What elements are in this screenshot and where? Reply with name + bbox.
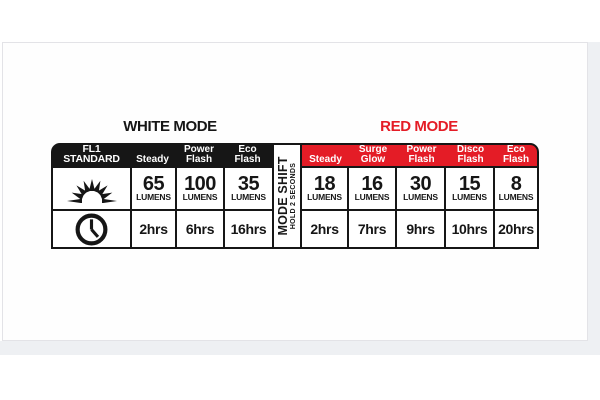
runtime-row-icon-cell bbox=[53, 211, 130, 247]
mode-shift-column bbox=[274, 145, 300, 247]
fl1-standard-text: FL1 STANDARD bbox=[63, 143, 120, 165]
column-header-red-eco-flash: Eco Flash bbox=[502, 144, 530, 165]
red-mode-title: RED MODE bbox=[380, 118, 458, 135]
fl1-standard-label bbox=[53, 145, 130, 167]
white-mode-title: WHITE MODE bbox=[123, 118, 217, 135]
red-mode-header-band bbox=[302, 145, 537, 166]
lumens-cell-red-eco-flash: 8 LUMENS bbox=[495, 168, 537, 209]
column-header-red-steady: Steady bbox=[309, 153, 342, 165]
column-header-red-surge-glow: Surge Glow bbox=[358, 144, 388, 165]
column-header-white-eco-flash: Eco Flash bbox=[234, 144, 261, 165]
runtime-cell-red-surge-glow: 7hrs bbox=[349, 211, 395, 247]
runtime-cell-white-steady: 2hrs bbox=[132, 211, 175, 247]
white-mode-header-band bbox=[53, 145, 272, 166]
mode-shift-sublabel: HOLD 2 SECONDS bbox=[289, 162, 297, 230]
mode-shift-rotated-text bbox=[274, 145, 300, 247]
lumens-cell-white-power-flash: 100 LUMENS bbox=[177, 168, 223, 209]
column-header-white-steady: Steady bbox=[136, 153, 169, 165]
mode-shift-label: MODE SHIFT bbox=[275, 156, 290, 236]
lumens-cell-white-steady: 65 LUMENS bbox=[132, 168, 175, 209]
lumens-cell-red-steady: 18 LUMENS bbox=[302, 168, 347, 209]
clock-icon bbox=[73, 211, 110, 248]
runtime-cell-white-eco-flash: 16hrs bbox=[225, 211, 272, 247]
column-header-red-disco-flash: Disco Flash bbox=[456, 144, 485, 165]
column-header-white-power-flash: Power Flash bbox=[183, 144, 214, 165]
runtime-cell-red-eco-flash: 20hrs bbox=[495, 211, 537, 247]
column-header-red-power-flash: Power Flash bbox=[406, 144, 437, 165]
runtime-cell-red-disco-flash: 10hrs bbox=[446, 211, 493, 247]
lumens-cell-red-disco-flash: 15 LUMENS bbox=[446, 168, 493, 209]
brightness-row-icon-cell bbox=[53, 168, 130, 209]
page-gutter-bottom bbox=[0, 341, 600, 355]
sun-burst-icon bbox=[66, 175, 118, 203]
runtime-cell-white-power-flash: 6hrs bbox=[177, 211, 223, 247]
page-gutter-right bbox=[588, 42, 600, 355]
lumens-cell-white-eco-flash: 35 LUMENS bbox=[225, 168, 272, 209]
runtime-cell-red-steady: 2hrs bbox=[302, 211, 347, 247]
fl1-spec-table bbox=[51, 143, 539, 249]
lumens-cell-red-surge-glow: 16 LUMENS bbox=[349, 168, 395, 209]
runtime-cell-red-power-flash: 9hrs bbox=[397, 211, 444, 247]
lumens-cell-red-power-flash: 30 LUMENS bbox=[397, 168, 444, 209]
